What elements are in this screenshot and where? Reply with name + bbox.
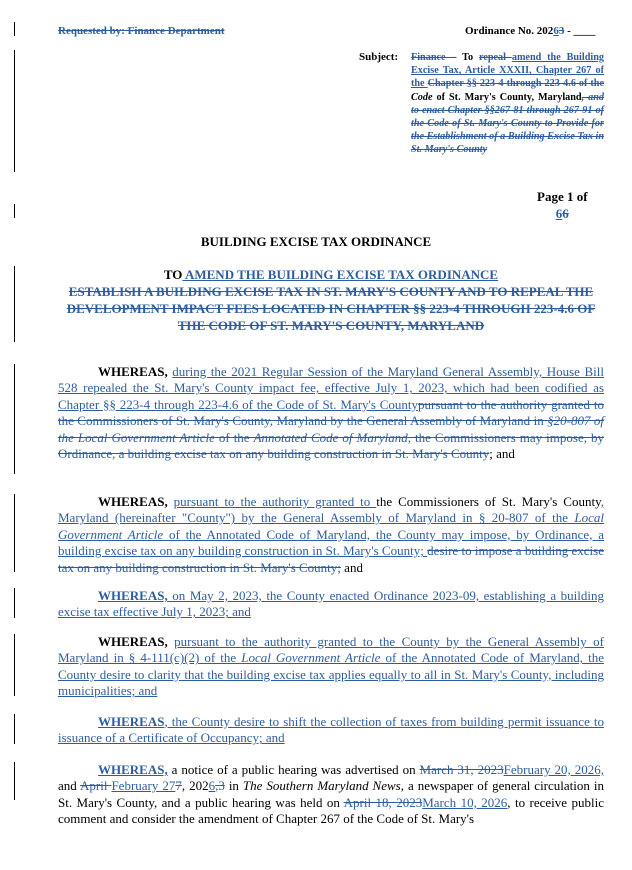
change-bar <box>14 266 15 342</box>
whereas-paragraph-6: WHEREAS, a notice of a public hearing was advertised on March 31, 2023February 20, 2026, and April February 277, 2026,3 in The Southern Maryland News, a newspaper of general circulation in St. Mary's County, and a public hearing was held on April 18, 2023March 10, 2026, to receive public comment and consider the amendment of Chapter 267 of the Code of St. Mary's <box>58 762 604 827</box>
change-bar <box>14 50 15 172</box>
whereas-paragraph-1: WHEREAS, during the 2021 Regular Session of the Maryland General Assembly, House Bill 528 repealed the St. Mary's County impact fee, effective July 1, 2023, which had been codified as Chapter §§ 223-4 through 223-4.6 of the Code of St. Mary's Countypursuant to the authority granted to the Commissioners of St. Mary's County, Maryland by the General Assembly of Maryland in §20-807 of the Local Government Article of the Annotated Code of Maryland, the Commissioners may impose, by Ordinance, a building excise tax on any building construction in St. Mary's County; and <box>58 364 604 462</box>
change-bar <box>14 762 15 800</box>
change-bar <box>14 634 15 696</box>
change-bar <box>14 588 15 618</box>
page-number: Page 1 of 66 <box>537 189 588 221</box>
change-bar <box>14 204 15 218</box>
whereas-paragraph-5: WHEREAS, the County desire to shift the collection of taxes from building permit issuance to issuance of a Certificate of Occupancy; and <box>58 714 604 746</box>
change-bar <box>14 364 15 474</box>
subject-label: Subject: <box>359 51 399 63</box>
whereas-paragraph-3: WHEREAS, on May 2, 2023, the County enacted Ordinance 2023-09, establishing a building excise tax effective July 1, 2023; and <box>58 588 604 620</box>
whereas-paragraph-4: WHEREAS, pursuant to the authority granted to the County by the General Assembly of Maryland in § 4-111(c)(2) of the Local Government Article of the Annotated Code of Maryland, the County desire to clarity that the building excise tax applies equally to all in St. Mary's County, including municipalities; and <box>58 634 604 699</box>
subject-text: Finance – To repeal amend the Building Excise Tax, Article XXXII, Chapter 267 of the Chapter §§ 223-4 through 223-4.6 of the Code of St. Mary's County, Maryland, and to enact Chapter §§267-81 through 267-91 of the Code of St. Mary's County to Provide for the Establishment of a Building Excise Tax in St. Mary's County <box>411 52 604 156</box>
requested-by: Requested by: Finance Department <box>58 25 225 37</box>
change-bar <box>14 494 15 572</box>
change-bar <box>14 22 15 36</box>
whereas-paragraph-2: WHEREAS, pursuant to the authority granted to the Commissioners of St. Mary's County, Maryland (hereinafter "County") by the General Assembly of Maryland in § 20-807 of the Local Government Article of the Annotated Code of Maryland, the County may impose, by Ordinance, a building excise tax on any building construction in St. Mary's County; desire to impose a building excise tax on any building construction in St. Mary's County; and <box>58 494 604 575</box>
change-bar <box>14 714 15 744</box>
ordinance-purpose: TO AMEND THE BUILDING EXCISE TAX ORDINANCE ESTABLISH A BUILDING EXCISE TAX IN ST. MARY'S COUNTY AND TO REPEAL THE DEVELOPMENT IMPACT FEES LOCATED IN CHAPTER §§ 223-4 THROUGH 223-4.6 OF THE CODE OF ST. MARY'S COUNTY, MARYLAND <box>66 267 596 333</box>
ordinance-number: Ordinance No. 20263 - ____ <box>465 25 596 37</box>
page-title: BUILDING EXCISE TAX ORDINANCE <box>200 234 432 249</box>
